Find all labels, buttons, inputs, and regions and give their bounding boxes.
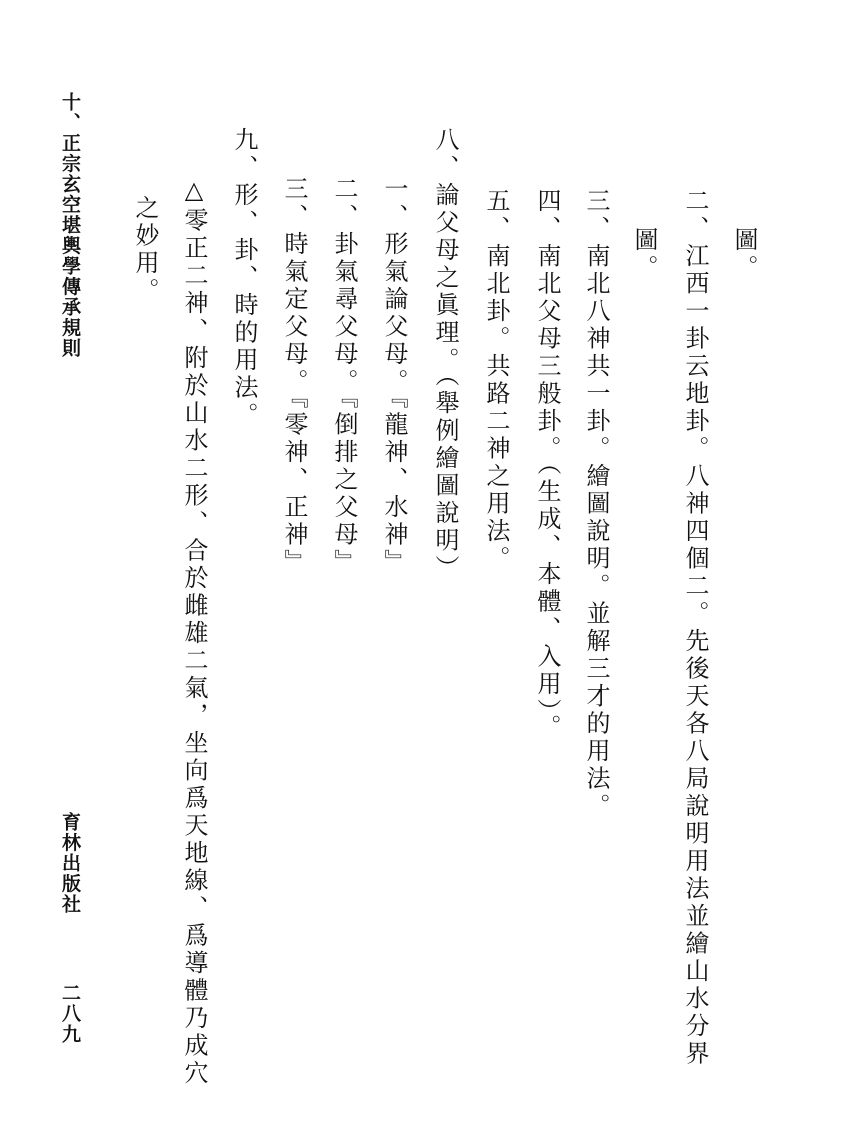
- chapter-title: 十、正宗玄空堪輿學傳承規則: [59, 92, 81, 359]
- text-column-3: 圖。: [630, 227, 658, 282]
- text-column-7: 八、論父母之眞理。（舉例繪圖說明）: [431, 127, 459, 583]
- text-column-12: △零正二神、附於山水二形、合於雌雄二氣，坐向爲天地線、爲導體乃成穴: [180, 176, 208, 1088]
- page-number: 二八九: [59, 983, 81, 1045]
- text-column-10: 三、時氣定父母。『零神、正神』: [280, 176, 308, 577]
- text-column-11: 九、形、卦、時的用法。: [230, 127, 258, 430]
- text-column-2: 二、江西一卦云地卦。八神四個二。先後天各八局說明用法並繪山水分界: [681, 188, 709, 1068]
- text-column-8: 一、形氣論父母。『龍神、水神』: [380, 176, 408, 577]
- text-column-1: 圖。: [730, 227, 758, 282]
- text-column-4: 三、南北八神共一卦。繪圖說明。並解三才的用法。: [582, 188, 610, 821]
- text-column-9: 二、卦氣尋父母。『倒排之父母』: [330, 176, 358, 577]
- text-column-6: 五、南北卦。共路二神之用法。: [482, 188, 510, 573]
- publisher-name: 育林出版社: [59, 812, 81, 915]
- text-column-5: 四、南北父母三般卦。（生成、本體、入用）。: [533, 188, 561, 742]
- text-column-13: 之妙用。: [131, 195, 159, 305]
